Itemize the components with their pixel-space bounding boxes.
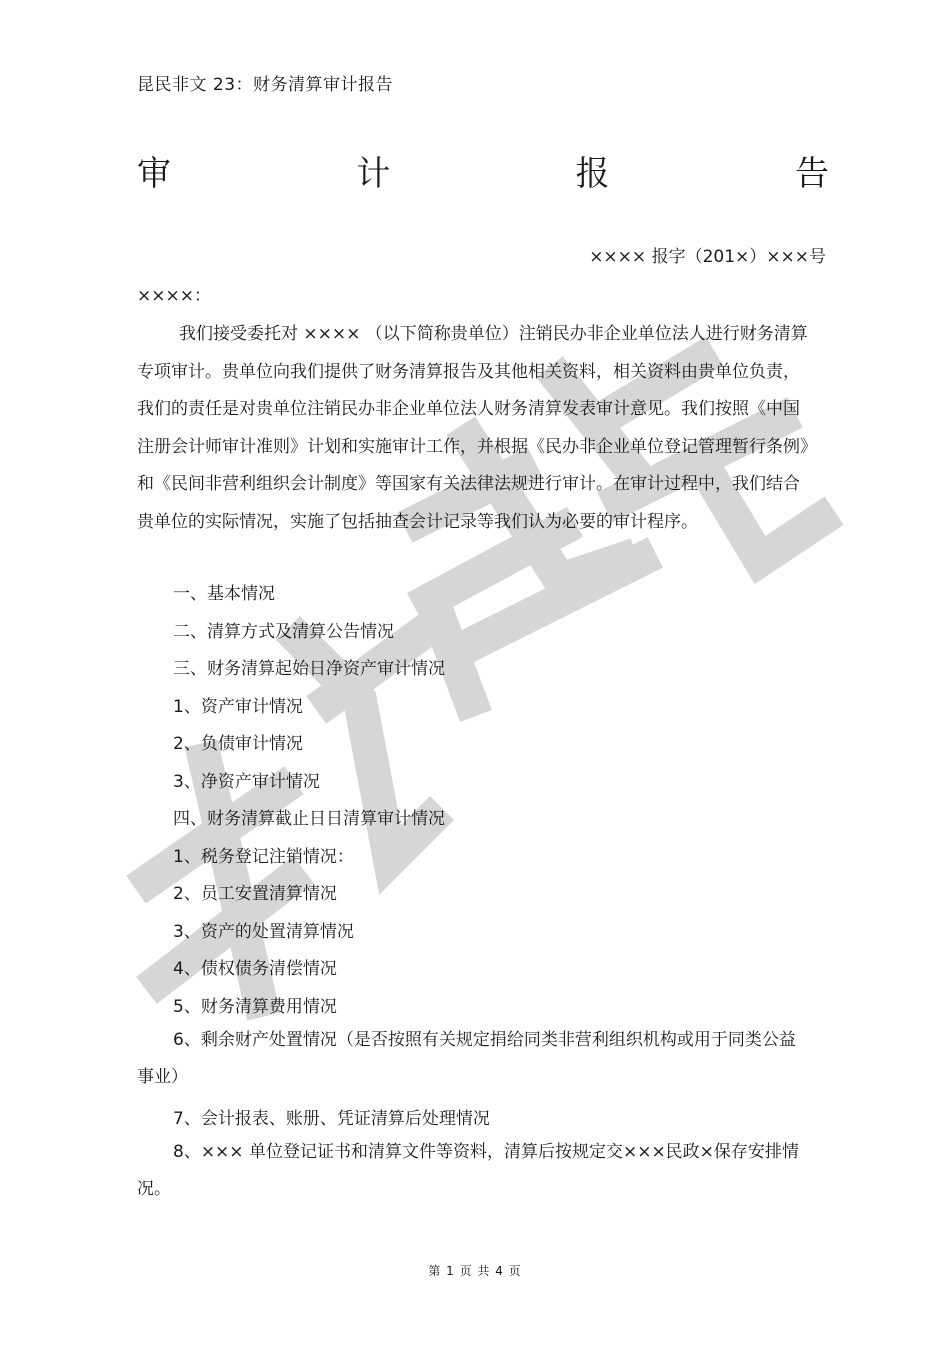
outline-item: 3、净资产审计情况 [173, 772, 320, 792]
outline-item: 5、财务清算费用情况 [173, 997, 337, 1017]
outline-item: 2、负债审计情况 [173, 734, 303, 754]
outline-item: 一、基本情况 [173, 584, 275, 604]
outline-item: 二、清算方式及清算公告情况 [173, 622, 394, 642]
recipient: ××××： [137, 286, 211, 306]
outline-item: 4、债权债务清偿情况 [173, 959, 337, 979]
body-paragraph: 我们接受委托对 ×××× （以下简称贵单位）注销民办非企业单位法人进行财务清算专项审计。贵单位向我们提供了财务清算报告及其他相关资料，相关资料由贵单位负责，我们的责任是对贵单位注销民办非企业单位法人财务清算发表审计意见。我们按照《中国注册会计师审计准则》计划和实施审计工作，并根据《民办非企业单位登记管理暂行条例》和《民间非营利组织会计制度》等国家有关法律法规进行审计。在审计过程中，我们结合贵单位的实际情况，实施了包括抽查会计记录等我们认为必要的审计程序。 [137, 324, 809, 532]
document-number: ×××× 报字（201×）×××号 [589, 247, 826, 267]
outline-item: 三、财务清算起始日净资产审计情况 [173, 659, 445, 679]
outline-item: 2、员工安置清算情况 [173, 884, 337, 904]
outline-item: 6、剩余财产处置情况（是否按照有关规定捐给同类非营利组织机构或用于同类公益事业） [137, 1030, 796, 1088]
page-title [137, 146, 829, 195]
title-char: 计 [356, 154, 391, 194]
title-char: 审 [137, 154, 171, 194]
title-char: 告 [794, 154, 829, 194]
title-char: 报 [575, 154, 610, 194]
outline-item: 1、资产审计情况 [173, 697, 303, 717]
outline-item: 1、税务登记注销情况： [173, 847, 354, 867]
outline-item: 3、资产的处置清算情况 [173, 922, 354, 942]
outline-item: 7、会计报表、账册、凭证清算后处理情况 [173, 1109, 490, 1129]
page-footer: 第 1 页 共 4 页 [428, 1264, 522, 1278]
document-code: 昆民非文 23：财务清算审计报告 [137, 75, 394, 95]
outline-item: 四、财务清算截止日日清算审计情况 [173, 809, 445, 829]
outline-item: 8、××× 单位登记证书和清算文件等资料，清算后按规定交×××民政×保存安排情况。 [137, 1142, 799, 1200]
